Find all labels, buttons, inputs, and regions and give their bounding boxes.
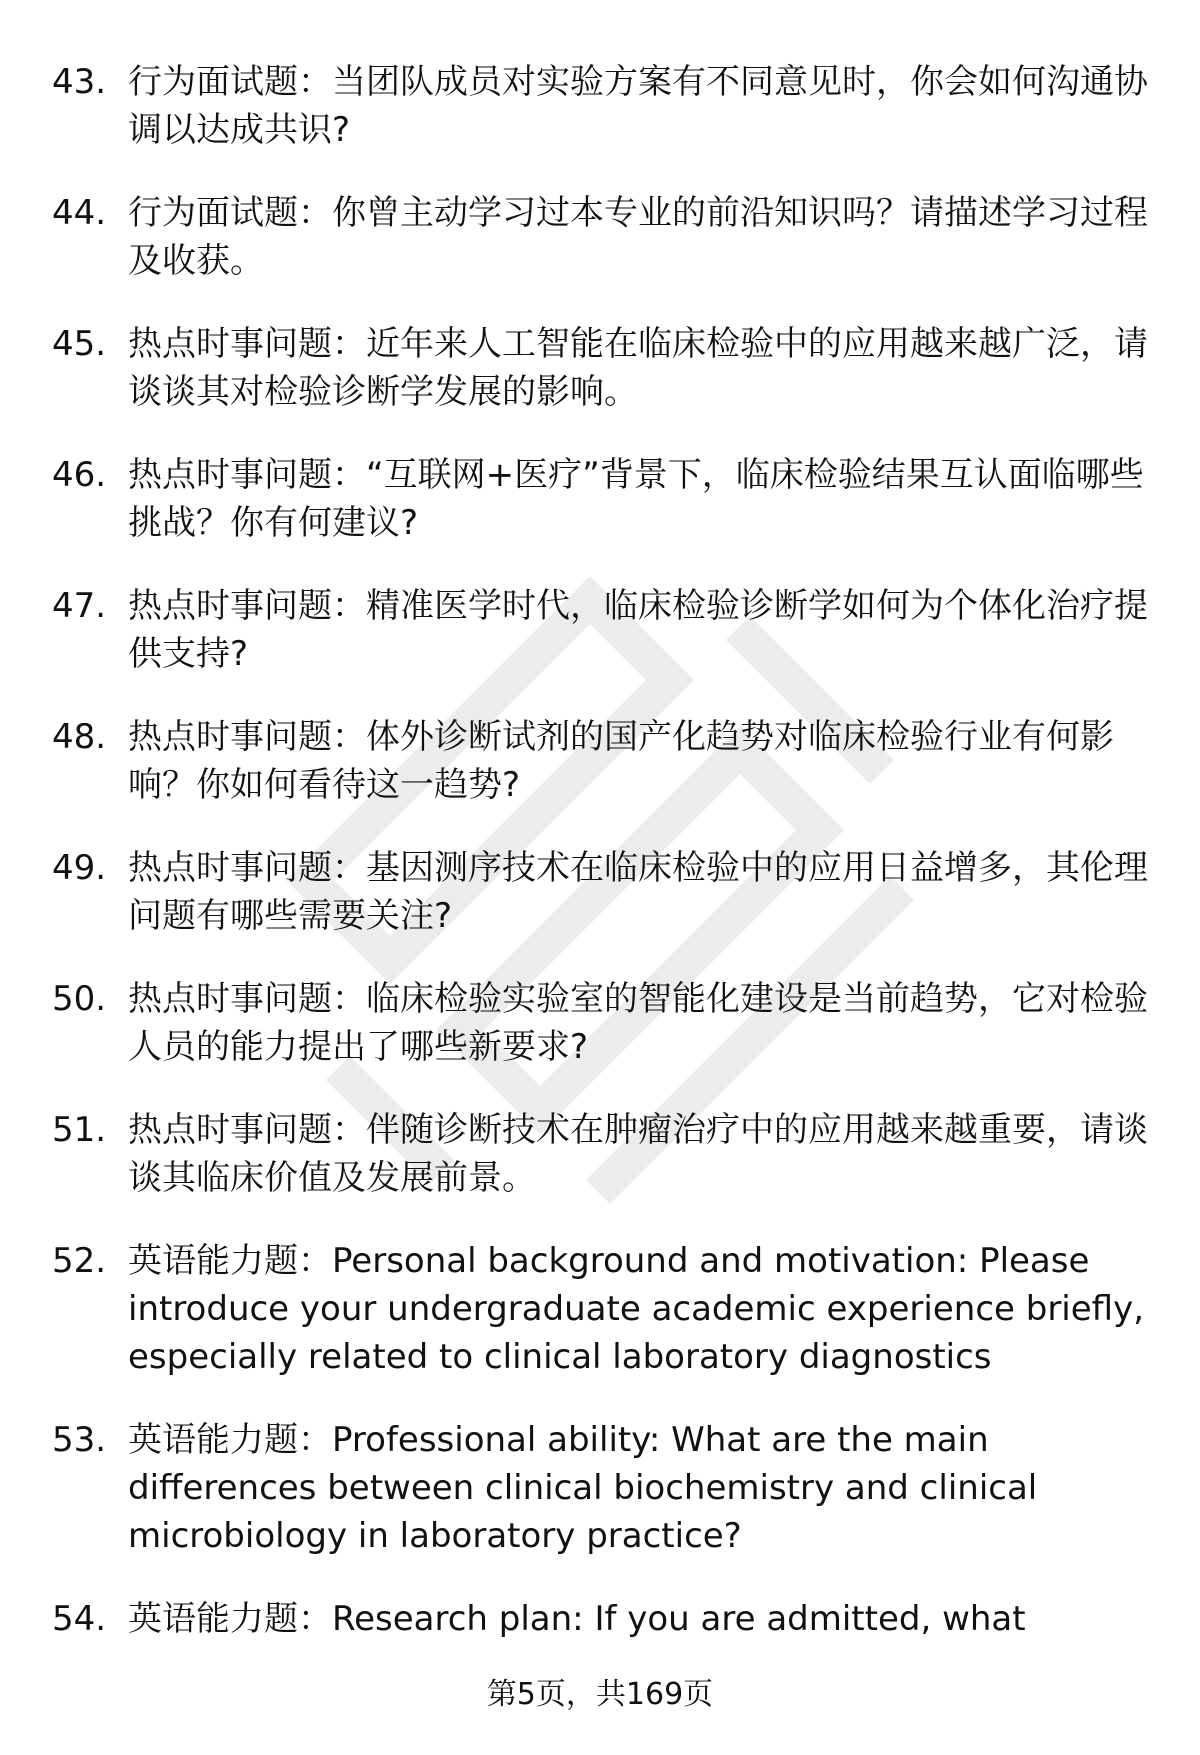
question-body: Research plan: If you are admitted, what bbox=[332, 1599, 1026, 1639]
question-category: 热点时事问题 bbox=[128, 455, 332, 495]
question-text bbox=[128, 713, 1162, 809]
question-category: 热点时事问题 bbox=[128, 1110, 332, 1150]
list-item bbox=[52, 713, 1162, 809]
category-separator: ： bbox=[332, 848, 366, 888]
question-body: 当团队成员对实验方案有不同意见时，你会如何沟通协调以达成共识? bbox=[128, 62, 1148, 150]
category-separator: ： bbox=[332, 717, 366, 757]
page-number: 第5页，共169页 bbox=[486, 1677, 714, 1712]
list-item bbox=[52, 1416, 1162, 1560]
category-separator: ： bbox=[298, 62, 332, 102]
question-number: 50. bbox=[52, 979, 107, 1019]
question-text bbox=[128, 320, 1162, 416]
question-text bbox=[128, 1416, 1162, 1560]
question-category: 热点时事问题 bbox=[128, 586, 332, 626]
list-item bbox=[52, 975, 1162, 1071]
question-number: 53. bbox=[52, 1420, 107, 1460]
question-body: Personal background and motivation: Please introduce your undergraduate academic experience briefly, especially related to clinical laboratory diagnostics bbox=[128, 1241, 1145, 1377]
category-separator: ： bbox=[298, 193, 332, 233]
question-text bbox=[128, 189, 1162, 285]
question-category: 热点时事问题 bbox=[128, 979, 332, 1019]
list-item bbox=[52, 320, 1162, 416]
question-number: 49. bbox=[52, 848, 107, 888]
question-body: 体外诊断试剂的国产化趋势对临床检验行业有何影响？你如何看待这一趋势? bbox=[128, 717, 1114, 805]
question-number: 48. bbox=[52, 717, 107, 757]
category-separator: ： bbox=[332, 1110, 366, 1150]
question-list bbox=[52, 58, 1162, 1678]
question-text bbox=[128, 58, 1162, 154]
question-category: 热点时事问题 bbox=[128, 717, 332, 757]
question-category: 热点时事问题 bbox=[128, 324, 332, 364]
question-body: 基因测序技术在临床检验中的应用日益增多，其伦理问题有哪些需要关注? bbox=[128, 848, 1148, 936]
list-item bbox=[52, 844, 1162, 940]
list-item bbox=[52, 1237, 1162, 1381]
question-body: 精准医学时代，临床检验诊断学如何为个体化治疗提供支持? bbox=[128, 586, 1148, 674]
question-number: 51. bbox=[52, 1110, 107, 1150]
category-separator: ： bbox=[332, 586, 366, 626]
category-separator: ： bbox=[332, 324, 366, 364]
question-category: 行为面试题 bbox=[128, 193, 298, 233]
question-body: 你曾主动学习过本专业的前沿知识吗？请描述学习过程及收获。 bbox=[128, 193, 1148, 281]
list-item bbox=[52, 1106, 1162, 1202]
question-text bbox=[128, 1106, 1162, 1202]
question-text bbox=[128, 1237, 1162, 1381]
question-category: 行为面试题 bbox=[128, 62, 298, 102]
question-number: 52. bbox=[52, 1241, 107, 1281]
question-number: 44. bbox=[52, 193, 107, 233]
question-text bbox=[128, 844, 1162, 940]
question-text bbox=[128, 975, 1162, 1071]
question-body: 近年来人工智能在临床检验中的应用越来越广泛，请谈谈其对检验诊断学发展的影响。 bbox=[128, 324, 1148, 412]
list-item bbox=[52, 1595, 1162, 1643]
question-body: Professional ability: What are the main differences between clinical biochemistry and clinical microbiology in laboratory practice? bbox=[128, 1420, 1038, 1556]
question-number: 54. bbox=[52, 1599, 107, 1639]
question-category: 热点时事问题 bbox=[128, 848, 332, 888]
question-text bbox=[128, 582, 1162, 678]
question-number: 43. bbox=[52, 62, 107, 102]
question-body: 伴随诊断技术在肿瘤治疗中的应用越来越重要，请谈谈其临床价值及发展前景。 bbox=[128, 1110, 1148, 1198]
question-category: 英语能力题 bbox=[128, 1420, 298, 1460]
category-separator: ： bbox=[298, 1241, 332, 1281]
category-separator: ： bbox=[332, 455, 366, 495]
question-category: 英语能力题 bbox=[128, 1241, 298, 1281]
list-item bbox=[52, 582, 1162, 678]
list-item bbox=[52, 451, 1162, 547]
question-number: 46. bbox=[52, 455, 107, 495]
question-category: 英语能力题 bbox=[128, 1599, 298, 1639]
list-item bbox=[52, 189, 1162, 285]
question-body: “互联网+医疗”背景下，临床检验结果互认面临哪些挑战？你有何建议? bbox=[128, 455, 1144, 543]
category-separator: ： bbox=[298, 1599, 332, 1639]
category-separator: ： bbox=[332, 979, 366, 1019]
question-number: 45. bbox=[52, 324, 107, 364]
question-number: 47. bbox=[52, 586, 107, 626]
question-text bbox=[128, 451, 1162, 547]
question-body: 临床检验实验室的智能化建设是当前趋势，它对检验人员的能力提出了哪些新要求? bbox=[128, 979, 1148, 1067]
category-separator: ： bbox=[298, 1420, 332, 1460]
question-text bbox=[128, 1595, 1162, 1643]
list-item bbox=[52, 58, 1162, 154]
